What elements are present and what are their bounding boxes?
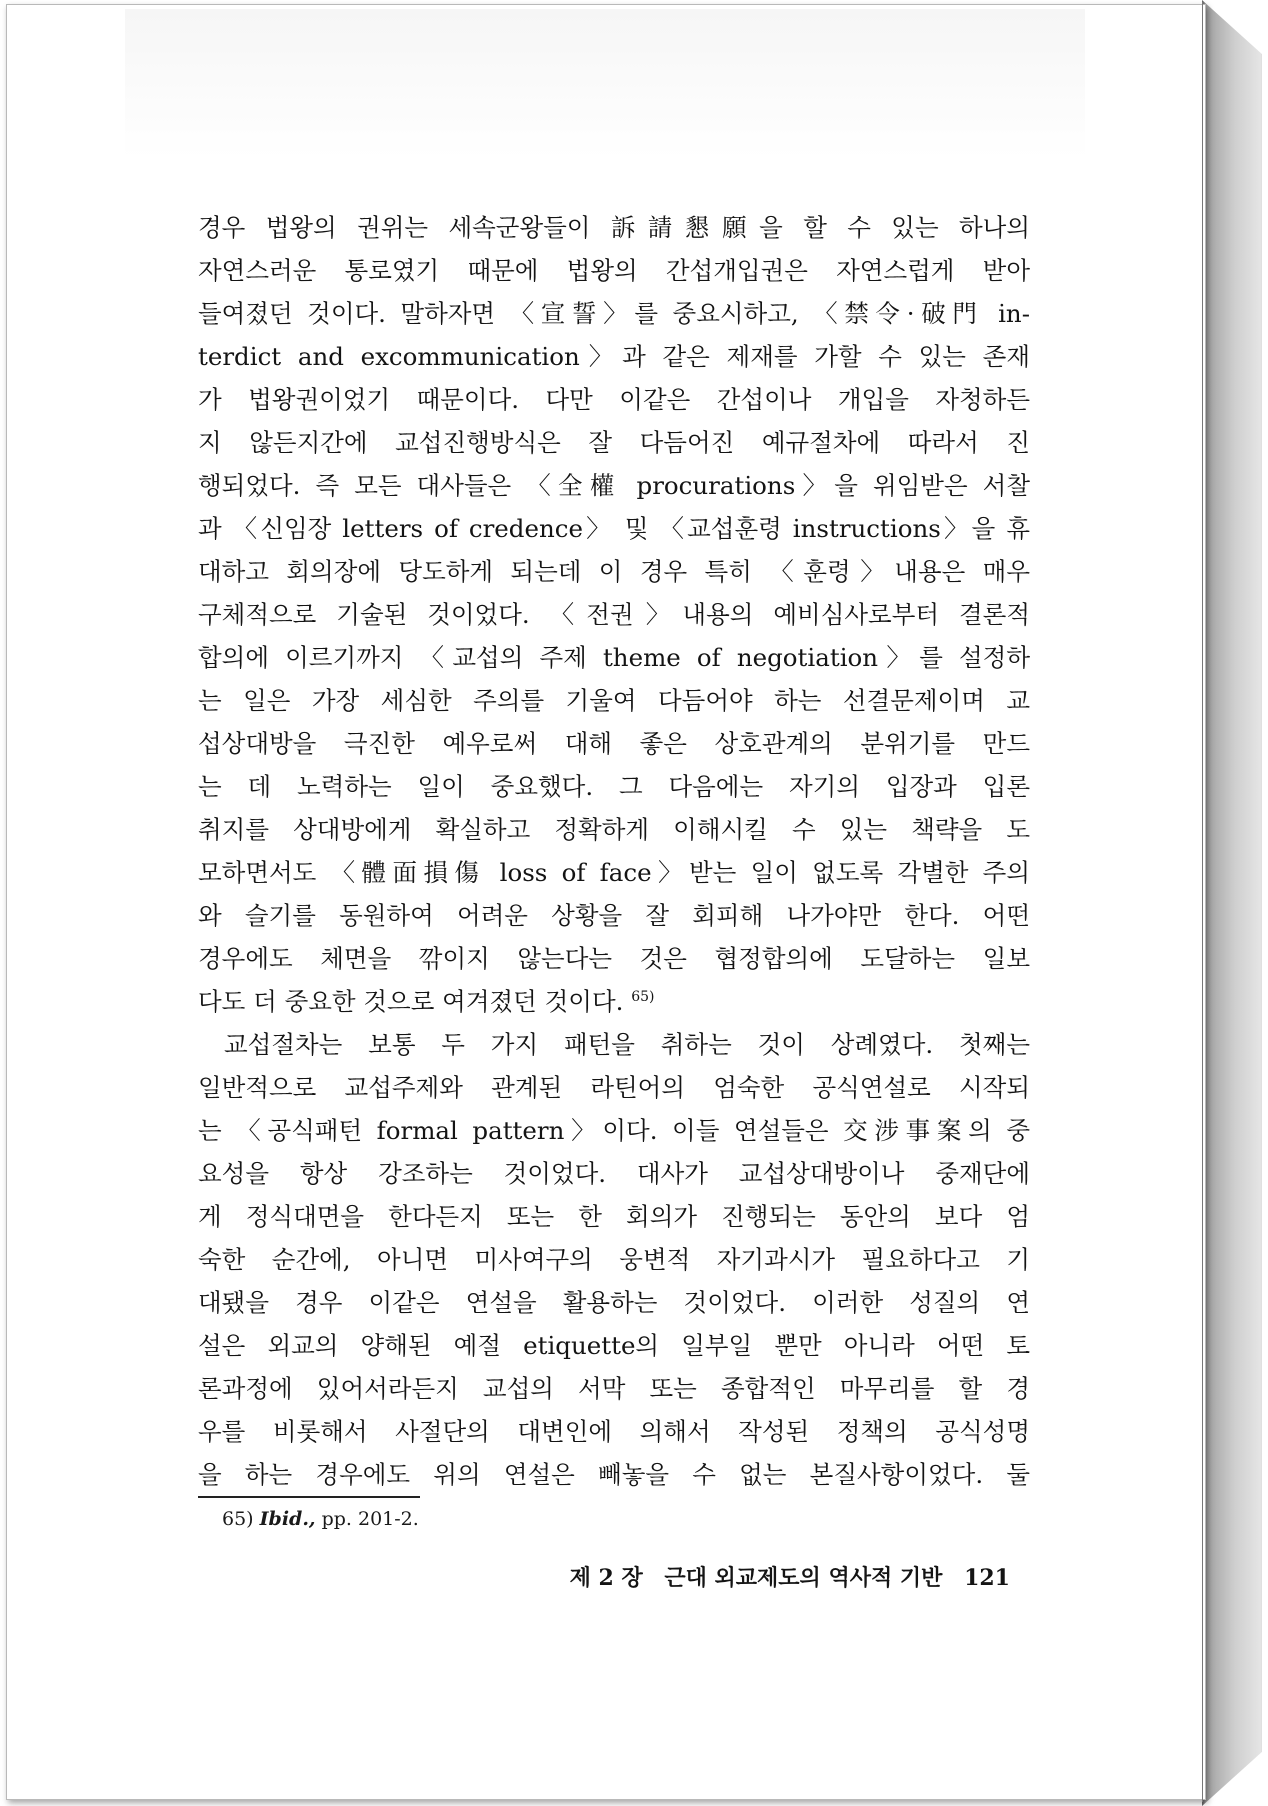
text-line: 취지를 상대방에게 확실하고 정확하게 이해시킬 수 있는 책략을 도: [198, 815, 1030, 844]
text-line: 모하면서도 〈體面損傷 loss of face〉받는 일이 없도록 각별한 주의: [198, 858, 1030, 887]
text-line: 게 정식대면을 한다든지 또는 한 회의가 진행되는 동안의 보다 엄: [198, 1202, 1030, 1231]
text-line: 우를 비롯해서 사절단의 대변인에 의해서 작성된 정책의 공식성명: [198, 1417, 1030, 1446]
page-edge: [1202, 0, 1262, 1806]
chapter-label: 제 2 장: [569, 1565, 643, 1591]
body-text: [198, 206, 1030, 1496]
text-line: 섭상대방을 극진한 예우로써 대해 좋은 상호관계의 분위기를 만드: [198, 729, 1030, 758]
text-line: 대됐을 경우 이같은 연설을 활용하는 것이었다. 이러한 성질의 연: [198, 1288, 1030, 1317]
text-line: 일반적으로 교섭주제와 관계된 라틴어의 엄숙한 공식연설로 시작되: [198, 1073, 1030, 1102]
text-line: 경우에도 체면을 깎이지 않는다는 것은 협정합의에 도달하는 일보: [198, 944, 1030, 973]
text-line-content: 다도 더 중요한 것으로 여겨졌던 것이다.: [198, 987, 624, 1016]
footnote: [222, 1504, 419, 1534]
text-line: 경우 법왕의 권위는 세속군왕들이 訴請懇願을 할 수 있는 하나의: [198, 213, 1030, 242]
text-line: 합의에 이르기까지 〈교섭의 주제 theme of negotiation〉를 설정하: [198, 643, 1030, 672]
page-number: 121: [964, 1565, 1010, 1591]
footnote-number: 65): [222, 1508, 254, 1530]
text-line-paragraph-start: 교섭절차는 보통 두 가지 패턴을 취하는 것이 상례였다. 첫째는: [224, 1030, 1030, 1059]
chapter-title: 근대 외교제도의 역사적 기반: [664, 1565, 943, 1591]
footnote-reference: 65): [631, 988, 655, 1005]
text-line: 와 슬기를 동원하여 어려운 상황을 잘 회피해 나가야만 한다. 어떤: [198, 901, 1030, 930]
text-line: 숙한 순간에, 아니면 미사여구의 웅변적 자기과시가 필요하다고 기: [198, 1245, 1030, 1274]
text-line-paragraph-end: [198, 980, 1030, 1023]
text-line: 대하고 회의장에 당도하게 되는데 이 경우 특히 〈훈령〉내용은 매우: [198, 557, 1030, 586]
text-line: 구체적으로 기술된 것이었다. 〈전권〉내용의 예비심사로부터 결론적: [198, 600, 1030, 629]
footnote-source: Ibid.,: [259, 1508, 316, 1530]
scan-margin: [125, 9, 1085, 159]
text-line: 는 〈공식패턴 formal pattern〉이다. 이들 연설들은 交涉事案의 중: [198, 1116, 1030, 1145]
running-footer: [520, 1560, 1010, 1596]
page-edge-line: [1202, 2, 1203, 1802]
text-line: 자연스러운 통로였기 때문에 법왕의 간섭개입권은 자연스럽게 받아: [198, 256, 1030, 285]
text-line: 가 법왕권이었기 때문이다. 다만 이같은 간섭이나 개입을 자청하든: [198, 385, 1030, 414]
footnote-pages: pp. 201-2.: [321, 1508, 419, 1530]
text-line: 지 않든지간에 교섭진행방식은 잘 다듬어진 예규절차에 따라서 진: [198, 428, 1030, 457]
text-line: 행되었다. 즉 모든 대사들은 〈全權 procurations〉을 위임받은 서찰: [198, 471, 1030, 500]
text-line: 설은 외교의 양해된 예절 etiquette의 일부일 뿐만 아니라 어떤 토: [198, 1331, 1030, 1360]
text-line: terdict and excommunication〉과 같은 제재를 가할 수 있는 존재: [198, 342, 1030, 371]
text-line: 과 〈신임장 letters of credence〉 및 〈교섭훈령 instructions〉을 휴: [198, 514, 1030, 543]
text-line: 들여졌던 것이다. 말하자면 〈宣誓〉를 중요시하고, 〈禁令·破門 in-: [198, 299, 1030, 328]
text-line: 론과정에 있어서라든지 교섭의 서막 또는 종합적인 마무리를 할 경: [198, 1374, 1030, 1403]
text-line: 요성을 항상 강조하는 것이었다. 대사가 교섭상대방이나 중재단에: [198, 1159, 1030, 1188]
text-line: 을 하는 경우에도 위의 연설은 빼놓을 수 없는 본질사항이었다. 둘: [198, 1460, 1030, 1489]
footnote-divider: [198, 1496, 420, 1498]
text-line: 는 일은 가장 세심한 주의를 기울여 다듬어야 하는 선결문제이며 교: [198, 686, 1030, 715]
text-line: 는 데 노력하는 일이 중요했다. 그 다음에는 자기의 입장과 입론: [198, 772, 1030, 801]
